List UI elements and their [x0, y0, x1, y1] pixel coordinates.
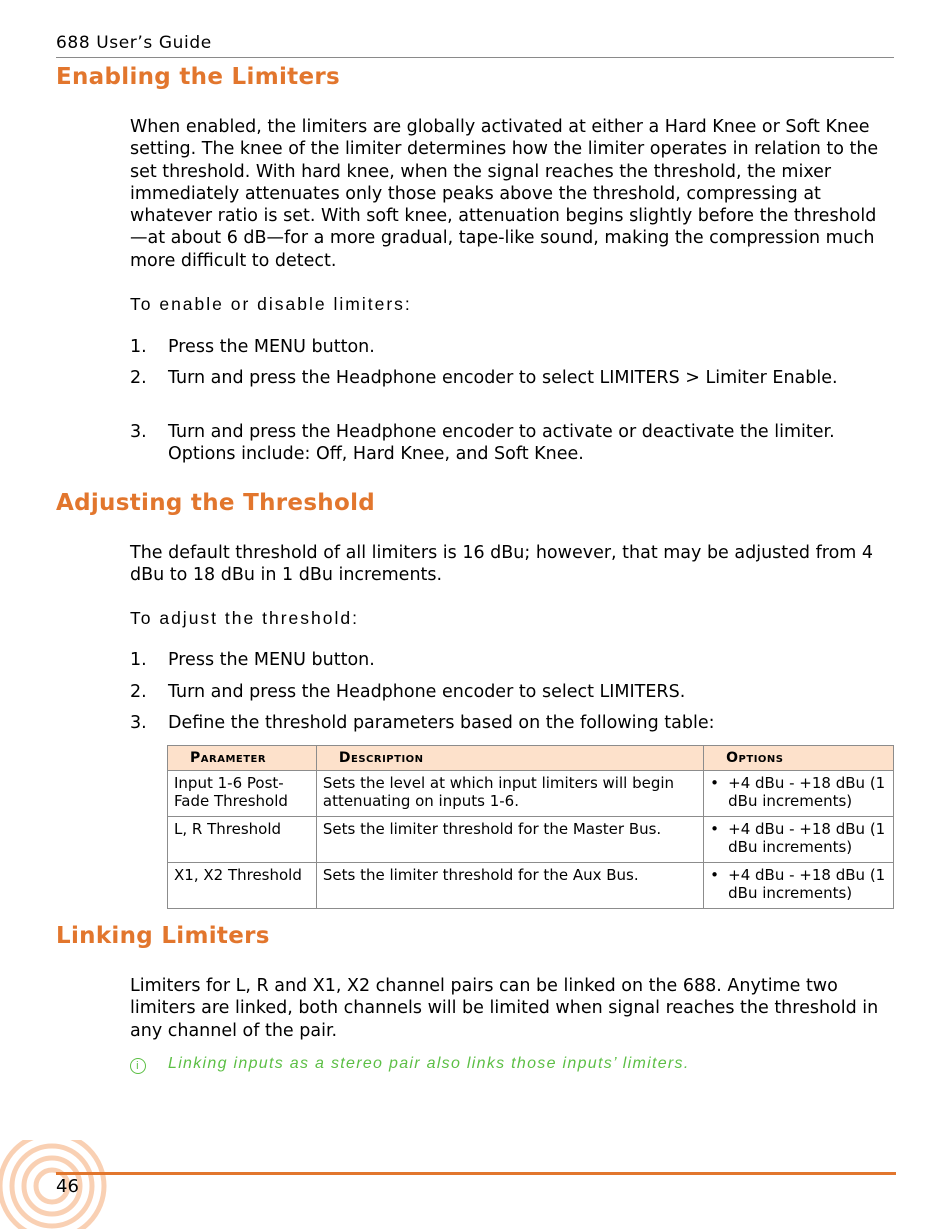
step-number: 2.	[130, 368, 147, 388]
threshold-table	[167, 745, 894, 909]
step-text: Press the MENU button.	[168, 650, 375, 670]
step-item	[130, 681, 890, 703]
bullet: •	[710, 820, 720, 838]
column-header-description: Description	[316, 746, 703, 771]
cell-description: Sets the limiter threshold for the Master Bus.	[316, 817, 703, 863]
cell-parameter: L, R Threshold	[168, 817, 317, 863]
step-text: Turn and press the Headphone encoder to select LIMITERS > Limiter Enable.	[168, 368, 838, 388]
step-item	[130, 367, 890, 389]
brand-arc-icon	[0, 1140, 110, 1229]
option-text: +4 dBu - +18 dBu (1 dBu increments)	[728, 774, 886, 810]
procedure-title-enable: To enable or disable limiters:	[130, 294, 412, 314]
footer-rule	[56, 1172, 896, 1175]
option-text: +4 dBu - +18 dBu (1 dBu increments)	[728, 820, 886, 856]
table-row	[168, 863, 894, 909]
column-header-options: Options	[704, 746, 894, 771]
paragraph-enabling-limiters: When enabled, the limiters are globally activated at either a Hard Knee or Soft Knee setting. The knee of the limiter determines how the limiter operates in relation to the set threshold. With hard knee, when the signal reaches the threshold, the mixer immediately attenuates only those peaks above the threshold, compressing at whatever ratio is set. With soft knee, attenuation begins slightly before the threshold—at about 6 dB—for a more gradual, tape-like sound, making the compression much more difficult to detect.	[130, 117, 879, 271]
note-text: Linking inputs as a stereo pair also links those inputs’ limiters.	[168, 1055, 690, 1072]
option-text: +4 dBu - +18 dBu (1 dBu increments)	[728, 866, 886, 902]
step-text: Turn and press the Headphone encoder to select LIMITERS.	[168, 682, 686, 702]
table-row	[168, 817, 894, 863]
table-row	[168, 771, 894, 817]
step-item	[130, 712, 890, 734]
step-item	[130, 421, 890, 466]
heading-linking-limiters: Linking Limiters	[56, 923, 270, 949]
step-text: Define the threshold parameters based on the following table:	[168, 713, 715, 733]
info-icon: i	[130, 1058, 146, 1074]
step-number: 2.	[130, 682, 147, 702]
cell-options	[704, 817, 894, 863]
step-number: 1.	[130, 650, 147, 670]
page-header: 688 User’s Guide	[56, 33, 894, 58]
paragraph-linking-limiters: Limiters for L, R and X1, X2 channel pairs can be linked on the 688. Anytime two limiters are linked, both channels will be limited when signal reaches the threshold in any channel of the pair.	[130, 976, 879, 1041]
cell-description: Sets the limiter threshold for the Aux Bus.	[316, 863, 703, 909]
heading-enabling-limiters: Enabling the Limiters	[56, 64, 340, 90]
procedure-title-threshold: To adjust the threshold:	[130, 608, 359, 628]
paragraph-adjusting-threshold: The default threshold of all limiters is 16 dBu; however, that may be adjusted from 4 dBu to 18 dBu in 1 dBu increments.	[130, 543, 874, 586]
step-item	[130, 336, 890, 358]
page-number: 46	[56, 1176, 79, 1197]
cell-options	[704, 771, 894, 817]
cell-parameter: X1, X2 Threshold	[168, 863, 317, 909]
info-note	[130, 1055, 690, 1074]
column-header-parameter: Parameter	[168, 746, 317, 771]
heading-adjusting-threshold: Adjusting the Threshold	[56, 490, 376, 516]
bullet: •	[710, 774, 720, 792]
step-text: Press the MENU button.	[168, 337, 375, 357]
bullet: •	[710, 866, 720, 884]
step-number: 3.	[130, 713, 147, 733]
cell-options	[704, 863, 894, 909]
step-number: 3.	[130, 422, 147, 442]
cell-parameter: Input 1-6 Post-Fade Threshold	[168, 771, 317, 817]
step-item	[130, 649, 890, 671]
step-text: Turn and press the Headphone encoder to activate or deactivate the limiter. Options include: Off, Hard Knee, and Soft Knee.	[168, 422, 835, 465]
cell-description: Sets the level at which input limiters will begin attenuating on inputs 1-6.	[316, 771, 703, 817]
table-header-row	[168, 746, 894, 771]
step-number: 1.	[130, 337, 147, 357]
